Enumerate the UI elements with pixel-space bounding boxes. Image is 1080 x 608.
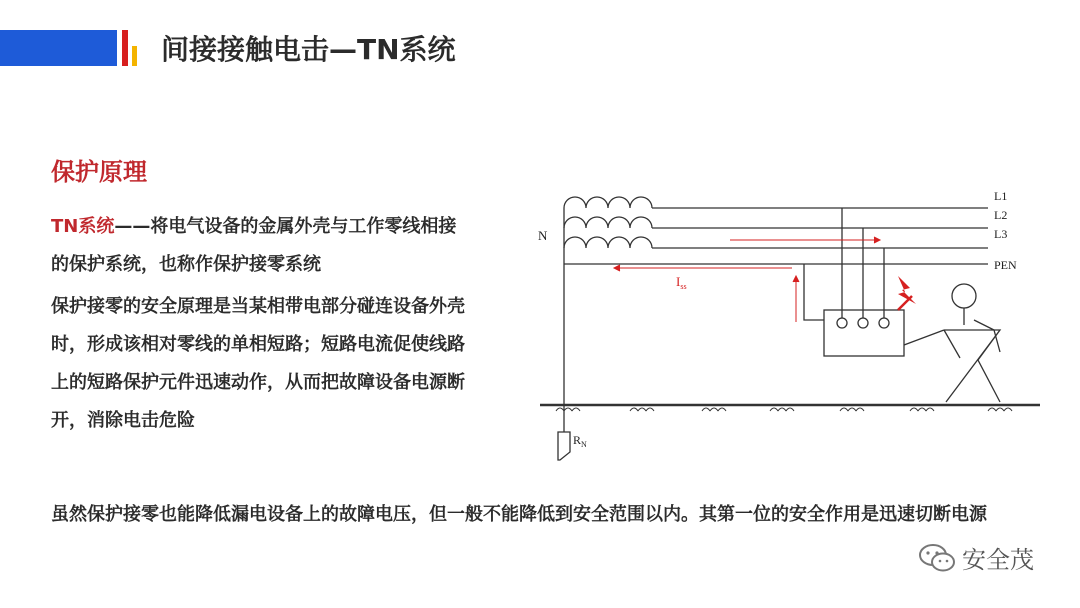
- grounding-electrode: [558, 432, 570, 460]
- page-title: 间接接触电击—TN系统: [161, 33, 456, 66]
- transformer-winding: [564, 197, 652, 264]
- title-accent-bar: [0, 30, 117, 66]
- watermark: [918, 540, 1034, 575]
- wechat-icon: [918, 543, 956, 573]
- tn-system-diagram: [530, 180, 1050, 470]
- label-iss: $I_{ss}$: [676, 274, 687, 291]
- tn-definition: [51, 208, 471, 284]
- watermark-text: 安全茂: [962, 546, 1034, 574]
- label-pen: PEN: [994, 258, 1017, 272]
- label-rn: $R_N$: [573, 433, 587, 449]
- section-heading: 保护原理: [51, 158, 147, 186]
- person-figure: [904, 284, 1000, 402]
- tn-definition-text: ——将电气设备的金属外壳与工作零线相接的保护系统，也称作保护接零系统: [51, 216, 457, 275]
- tn-term: TN系统: [51, 216, 115, 237]
- label-n: N: [538, 228, 548, 243]
- label-l2: L2: [994, 208, 1008, 222]
- protection-principle-text: 保护接零的安全原理是当某相带电部分碰连设备外壳时，形成该相对零线的单相短路；短路电流促使线路上的短路保护元件迅速动作，从而把故障设备电源断开，消除电击危险: [51, 296, 465, 431]
- terminal-3: [879, 318, 889, 328]
- terminal-2: [858, 318, 868, 328]
- label-l3: L3: [994, 227, 1008, 241]
- pe-connection: [804, 264, 824, 320]
- terminal-1: [837, 318, 847, 328]
- footer-note: 虽然保护接零也能降低漏电设备上的故障电压，但一般不能降低到安全范围以内。其第一位的安全作用是迅速切断电源: [51, 504, 987, 525]
- title-accent-red: [122, 30, 128, 66]
- earth-hatches: [556, 408, 1012, 411]
- equipment-enclosure: [824, 310, 904, 356]
- label-l1: L1: [994, 189, 1008, 203]
- title-accent-yellow: [132, 46, 137, 66]
